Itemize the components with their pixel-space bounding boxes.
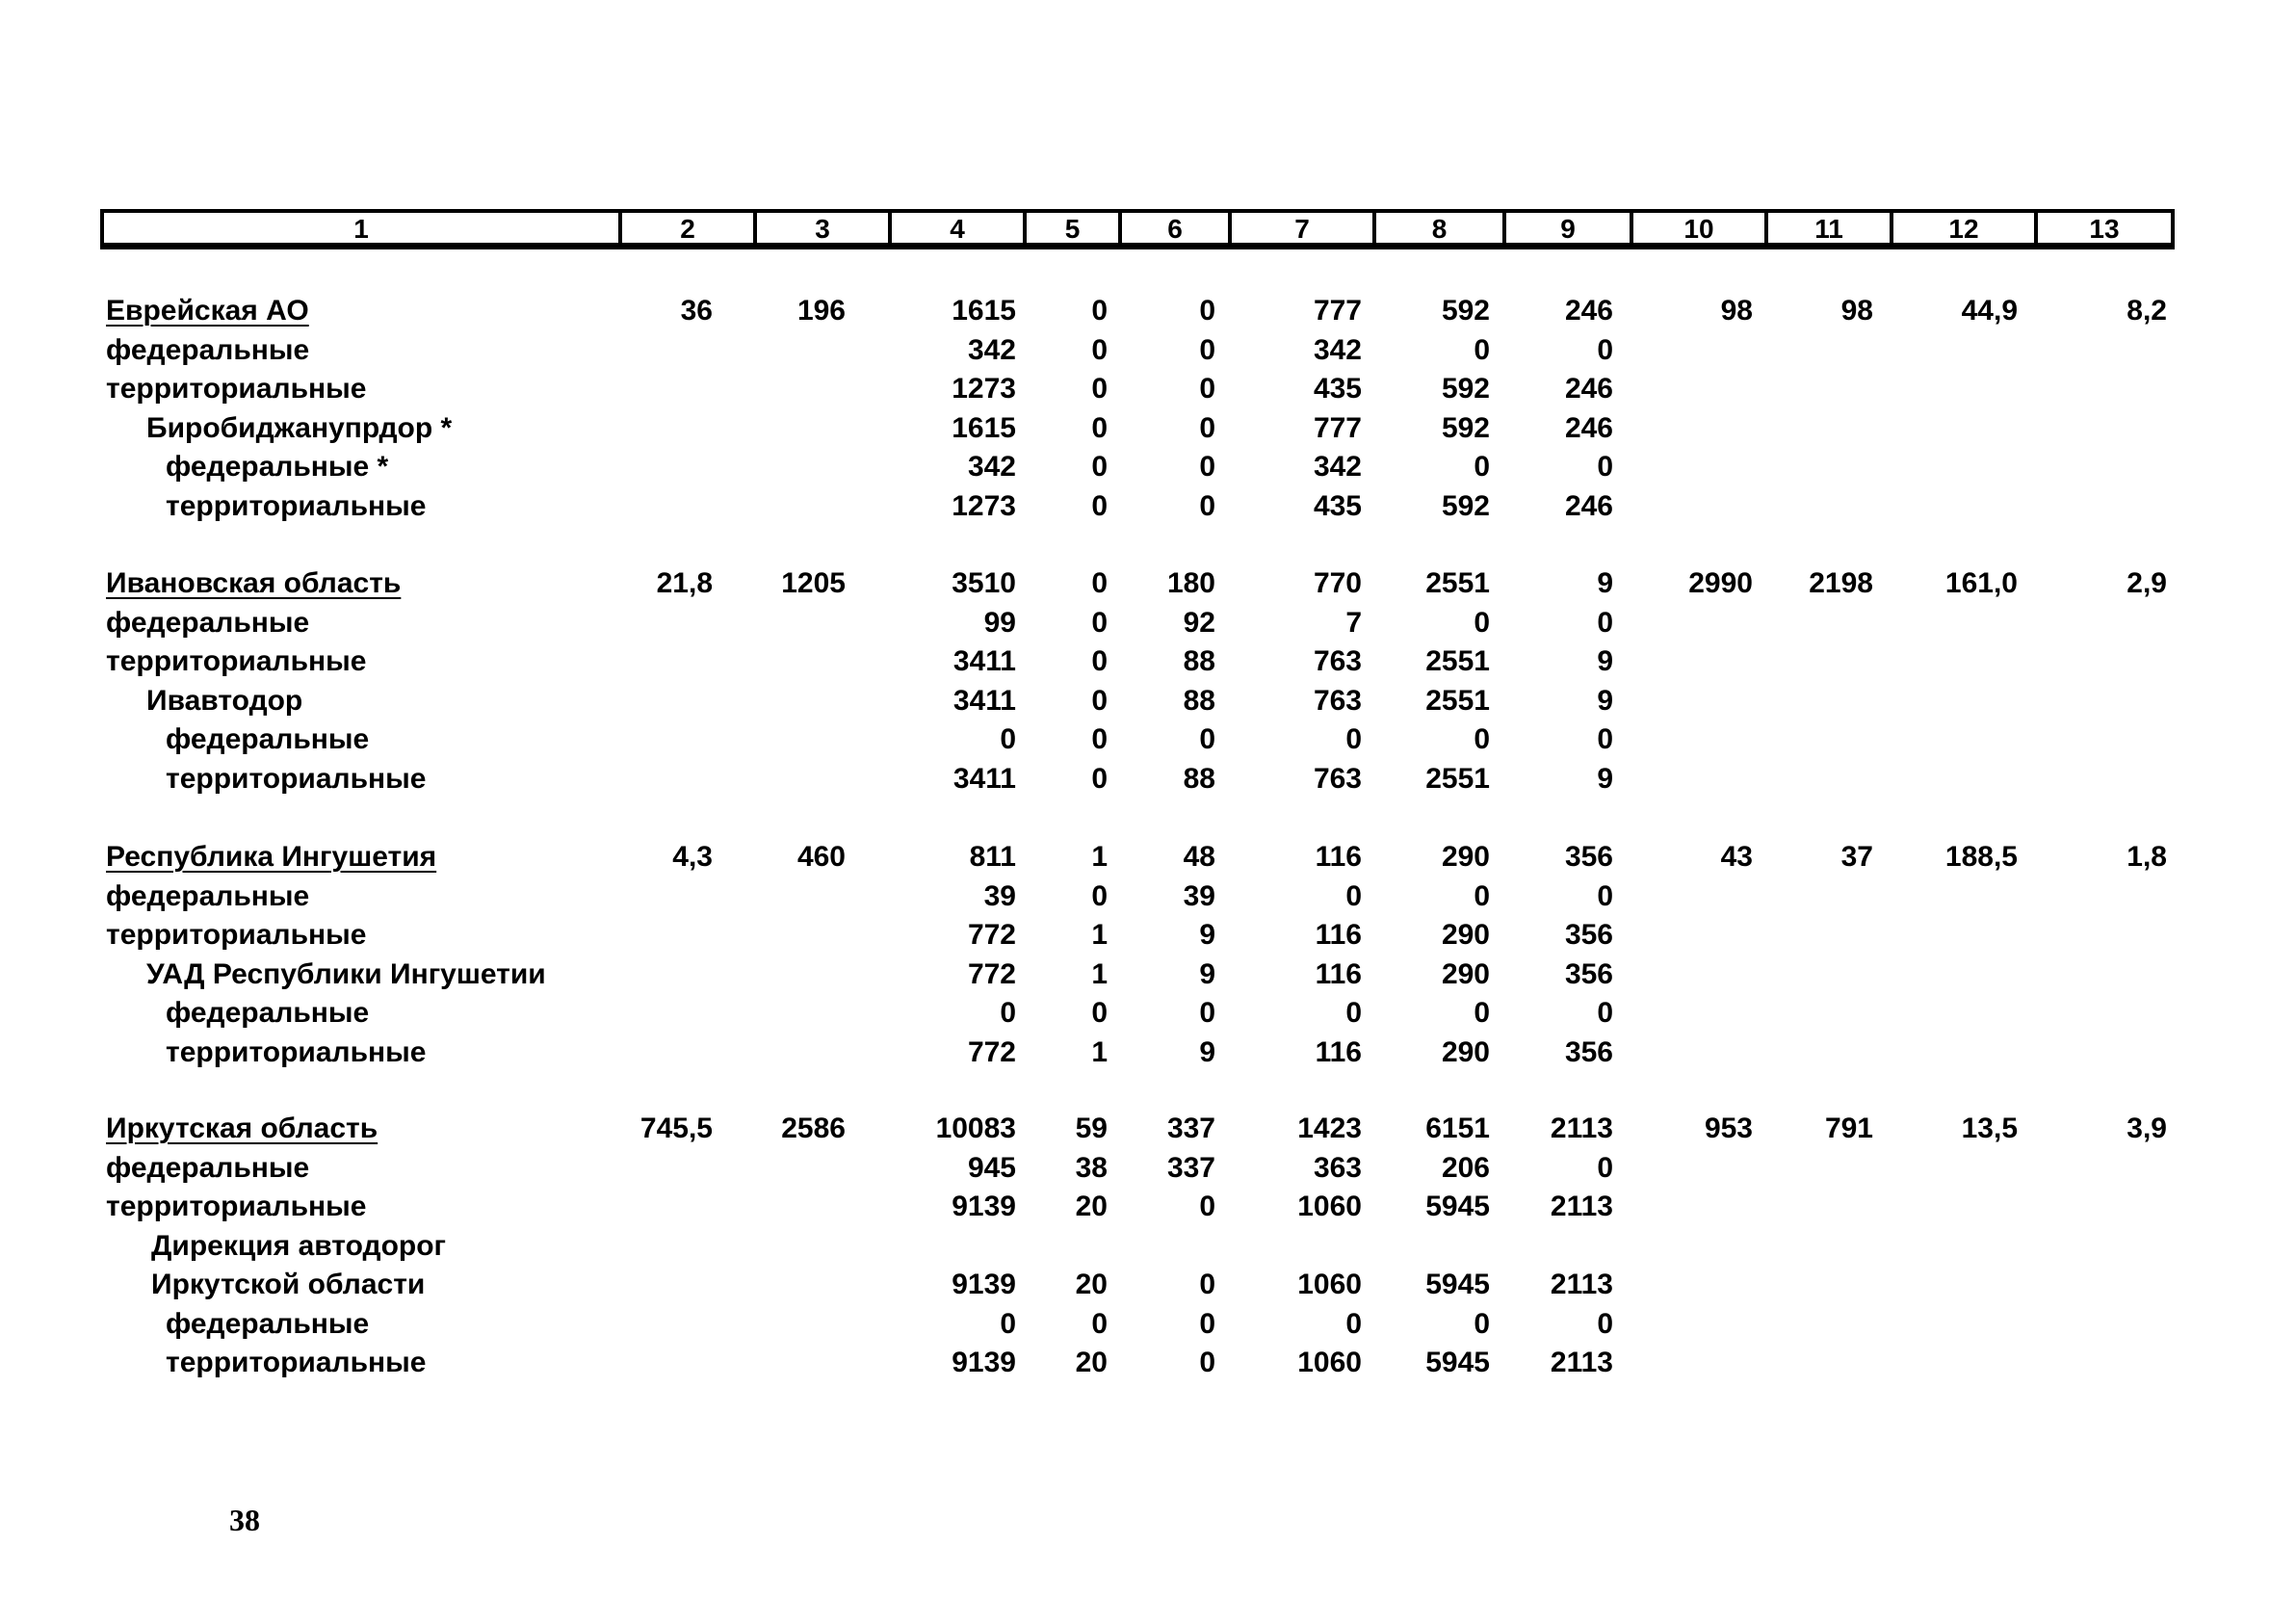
table-cell: 0	[1199, 1308, 1215, 1340]
column-number: 1	[102, 211, 620, 248]
table-cell: 196	[796, 295, 846, 327]
table-cell: 1	[1091, 919, 1108, 951]
row-label: территориальные	[106, 919, 367, 951]
table-cell: 10083	[935, 1113, 1016, 1144]
row-label: федеральные	[166, 997, 370, 1029]
table-cell: 290	[1441, 958, 1490, 990]
table-cell: 0	[1597, 607, 1613, 639]
table-cell: 0	[1597, 723, 1613, 755]
row-label: федеральные	[106, 334, 310, 366]
table-cell: 791	[1824, 1113, 1873, 1144]
table-cell: 9	[1597, 567, 1613, 599]
table-cell: 4,3	[672, 841, 713, 873]
table-cell: 246	[1564, 412, 1613, 444]
table-cell: 180	[1166, 567, 1215, 599]
table-cell: 1273	[952, 373, 1016, 405]
table-cell: 945	[967, 1152, 1016, 1184]
table-cell: 99	[983, 607, 1016, 639]
table-cell: 2113	[1550, 1191, 1613, 1222]
table-cell: 0	[1474, 723, 1490, 755]
table-cell: 43	[1720, 841, 1753, 873]
table-cell: 0	[1345, 880, 1362, 912]
table-cell: 745,5	[639, 1113, 713, 1144]
table-cell: 777	[1313, 412, 1362, 444]
table-cell: 0	[1091, 645, 1108, 677]
table-cell: 206	[1441, 1152, 1490, 1184]
row-label: Дирекция автодорог	[151, 1230, 447, 1262]
column-number: 7	[1230, 211, 1374, 248]
table-cell: 592	[1441, 295, 1490, 327]
table-cell: 36	[680, 295, 713, 327]
table-cell: 3411	[952, 645, 1016, 677]
table-cell: 2113	[1550, 1347, 1613, 1378]
row-label: территориальные	[166, 1036, 427, 1068]
column-number: 4	[890, 211, 1025, 248]
table-cell: 770	[1313, 567, 1362, 599]
table-cell: 0	[1597, 334, 1613, 366]
table-cell: 0	[1199, 490, 1215, 522]
table-cell: 246	[1564, 295, 1613, 327]
table-cell: 0	[1091, 685, 1108, 717]
row-label: федеральные	[106, 1152, 310, 1184]
page-number: 38	[229, 1503, 260, 1537]
table-cell: 356	[1564, 1036, 1613, 1068]
column-number-header	[100, 209, 2175, 249]
table-cell: 246	[1564, 490, 1613, 522]
table-cell: 592	[1441, 373, 1490, 405]
table-cell: 3510	[952, 567, 1016, 599]
table-cell: 39	[983, 880, 1016, 912]
table-cell: 0	[1091, 880, 1108, 912]
row-label: территориальные	[106, 645, 367, 677]
table-cell: 0	[1091, 1308, 1108, 1340]
table-cell: 811	[969, 841, 1016, 873]
table-cell: 0	[1199, 997, 1215, 1029]
table-cell: 2551	[1425, 567, 1490, 599]
row-label: Ивавтодор	[146, 685, 303, 717]
table-cell: 92	[1183, 607, 1215, 639]
table-cell: 772	[967, 919, 1016, 951]
table-cell: 9	[1199, 958, 1215, 990]
table-cell: 953	[1704, 1113, 1753, 1144]
table-cell: 337	[1166, 1113, 1215, 1144]
table-cell: 363	[1313, 1152, 1362, 1184]
table-cell: 0	[1474, 880, 1490, 912]
table-cell: 161,0	[1944, 567, 2018, 599]
row-label: территориальные	[166, 763, 427, 795]
table-cell: 342	[1313, 451, 1362, 483]
table-cell: 116	[1315, 1036, 1362, 1068]
table-cell: 98	[1720, 295, 1753, 327]
table-cell: 0	[1091, 373, 1108, 405]
table-cell: 0	[1199, 1191, 1215, 1222]
table-cell: 435	[1313, 373, 1362, 405]
column-number: 6	[1120, 211, 1230, 248]
table-cell: 9	[1597, 763, 1613, 795]
table-cell: 592	[1441, 490, 1490, 522]
table-cell: 290	[1441, 919, 1490, 951]
table-cell: 0	[1199, 1269, 1215, 1300]
table-cell: 5945	[1425, 1191, 1490, 1222]
table-cell: 9	[1597, 645, 1613, 677]
table-cell: 0	[1597, 1152, 1613, 1184]
table-cell: 337	[1166, 1152, 1215, 1184]
table-cell: 1615	[952, 295, 1016, 327]
table-cell: 0	[1199, 723, 1215, 755]
table-cell: 342	[967, 334, 1016, 366]
table-cell: 0	[1091, 451, 1108, 483]
table-cell: 763	[1313, 685, 1362, 717]
table-cell: 0	[1091, 490, 1108, 522]
table-cell: 0	[1597, 1308, 1613, 1340]
table-cell: 1	[1091, 958, 1108, 990]
table-cell: 592	[1441, 412, 1490, 444]
table-cell: 188,5	[1944, 841, 2018, 873]
table-cell: 2551	[1425, 763, 1490, 795]
table-cell: 0	[1345, 1308, 1362, 1340]
table-cell: 0	[1199, 451, 1215, 483]
table-cell: 290	[1441, 841, 1490, 873]
table-cell: 1273	[952, 490, 1016, 522]
table-cell: 88	[1183, 685, 1215, 717]
table-cell: 8,2	[2126, 295, 2167, 327]
region-name: Республика Ингушетия	[106, 841, 437, 873]
table-cell: 1423	[1297, 1113, 1362, 1144]
table-cell: 1	[1091, 1036, 1108, 1068]
table-cell: 0	[1091, 295, 1108, 327]
table-cell: 0	[1091, 763, 1108, 795]
table-cell: 246	[1564, 373, 1613, 405]
table-cell: 20	[1075, 1191, 1108, 1222]
table-cell: 39	[1183, 880, 1215, 912]
table-cell: 0	[1091, 607, 1108, 639]
table-cell: 44,9	[1961, 295, 2018, 327]
table-cell: 0	[1345, 997, 1362, 1029]
table-cell: 6151	[1425, 1113, 1490, 1144]
table-cell: 2113	[1550, 1113, 1613, 1144]
region-name: Еврейская АО	[106, 295, 309, 327]
table-cell: 0	[1597, 880, 1613, 912]
table-cell: 9139	[952, 1347, 1016, 1378]
table-cell: 13,5	[1961, 1113, 2018, 1144]
row-label: территориальные	[106, 1191, 367, 1222]
row-label: федеральные	[106, 607, 310, 639]
row-label: территориальные	[166, 490, 427, 522]
row-label: УАД Республики Ингушетии	[146, 958, 546, 990]
row-label: федеральные	[166, 723, 370, 755]
table-cell: 763	[1313, 645, 1362, 677]
table-cell: 0	[1000, 1308, 1016, 1340]
table-cell: 20	[1075, 1347, 1108, 1378]
row-label: федеральные	[106, 880, 310, 912]
table-cell: 21,8	[656, 567, 713, 599]
table-cell: 0	[1199, 373, 1215, 405]
region-name: Ивановская область	[106, 567, 402, 599]
table-cell: 9139	[952, 1269, 1016, 1300]
column-number: 11	[1766, 211, 1892, 248]
table-cell: 0	[1000, 723, 1016, 755]
row-label: Иркутской области	[151, 1269, 426, 1300]
table-cell: 2586	[781, 1113, 846, 1144]
table-cell: 9	[1199, 1036, 1215, 1068]
table-cell: 9139	[952, 1191, 1016, 1222]
table-cell: 772	[967, 1036, 1016, 1068]
table-cell: 2551	[1425, 645, 1490, 677]
table-cell: 9	[1199, 919, 1215, 951]
row-label: Биробиджанупрдор *	[146, 412, 453, 444]
row-label: федеральные	[166, 1308, 370, 1340]
table-cell: 7	[1345, 607, 1362, 639]
table-cell: 1205	[781, 567, 846, 599]
table-cell: 59	[1075, 1113, 1108, 1144]
table-cell: 777	[1313, 295, 1362, 327]
table-cell: 356	[1564, 841, 1613, 873]
table-cell: 0	[1091, 412, 1108, 444]
table-cell: 0	[1091, 567, 1108, 599]
column-number: 3	[755, 211, 890, 248]
table-cell: 0	[1091, 997, 1108, 1029]
table-cell: 5945	[1425, 1347, 1490, 1378]
column-number: 12	[1892, 211, 2036, 248]
table-cell: 116	[1315, 841, 1362, 873]
table-cell: 38	[1075, 1152, 1108, 1184]
column-number: 2	[620, 211, 755, 248]
column-number: 8	[1374, 211, 1504, 248]
table-cell: 1060	[1297, 1269, 1362, 1300]
table-cell: 290	[1441, 1036, 1490, 1068]
table-cell: 1060	[1297, 1347, 1362, 1378]
table-cell: 0	[1000, 997, 1016, 1029]
table-cell: 0	[1345, 723, 1362, 755]
row-label: федеральные *	[166, 451, 389, 483]
table-cell: 2,9	[2126, 567, 2167, 599]
table-cell: 1615	[952, 412, 1016, 444]
column-number: 9	[1504, 211, 1631, 248]
table-cell: 0	[1474, 334, 1490, 366]
table-cell: 460	[796, 841, 846, 873]
table-cell: 2198	[1809, 567, 1873, 599]
table-cell: 772	[967, 958, 1016, 990]
table-cell: 0	[1597, 451, 1613, 483]
table-cell: 0	[1474, 451, 1490, 483]
table-cell: 88	[1183, 763, 1215, 795]
table-cell: 1,8	[2126, 841, 2167, 873]
table-cell: 2990	[1688, 567, 1753, 599]
row-label: территориальные	[166, 1347, 427, 1378]
table-cell: 763	[1313, 763, 1362, 795]
table-cell: 0	[1474, 607, 1490, 639]
row-label: территориальные	[106, 373, 367, 405]
table-cell: 0	[1091, 334, 1108, 366]
table-cell: 356	[1564, 958, 1613, 990]
table-cell: 37	[1840, 841, 1873, 873]
table-cell: 2113	[1550, 1269, 1613, 1300]
table-cell: 0	[1199, 1347, 1215, 1378]
table-cell: 1	[1091, 841, 1108, 873]
table-cell: 116	[1315, 958, 1362, 990]
table-cell: 98	[1840, 295, 1873, 327]
column-number: 5	[1025, 211, 1120, 248]
table-cell: 0	[1474, 997, 1490, 1029]
table-cell: 88	[1183, 645, 1215, 677]
column-number: 10	[1631, 211, 1766, 248]
table-cell: 0	[1199, 412, 1215, 444]
column-number: 13	[2036, 211, 2173, 248]
table-cell: 0	[1199, 334, 1215, 366]
table-cell: 9	[1597, 685, 1613, 717]
table-cell: 2551	[1425, 685, 1490, 717]
table-cell: 5945	[1425, 1269, 1490, 1300]
table-cell: 1060	[1297, 1191, 1362, 1222]
table-cell: 48	[1183, 841, 1215, 873]
table-cell: 0	[1199, 295, 1215, 327]
table-cell: 116	[1315, 919, 1362, 951]
table-cell: 0	[1091, 723, 1108, 755]
table-cell: 3411	[952, 685, 1016, 717]
region-name: Иркутская область	[106, 1113, 378, 1144]
table-cell: 342	[1313, 334, 1362, 366]
table-cell: 3,9	[2126, 1113, 2167, 1144]
table-cell: 3411	[952, 763, 1016, 795]
table-cell: 0	[1597, 997, 1613, 1029]
table-cell: 356	[1564, 919, 1613, 951]
table-cell: 0	[1474, 1308, 1490, 1340]
table-cell: 342	[967, 451, 1016, 483]
table-cell: 435	[1313, 490, 1362, 522]
table-cell: 20	[1075, 1269, 1108, 1300]
